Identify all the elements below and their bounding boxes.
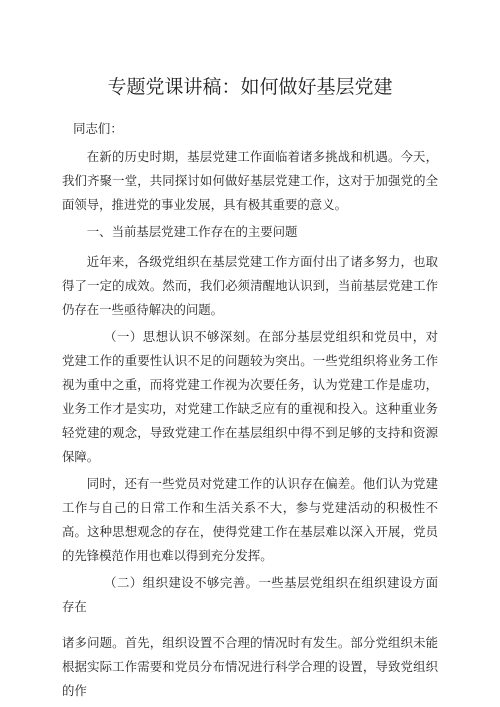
point-2-continued-text: 诸多问题。首先，组织设置不合理的情况时有发生。部分党组织未能根据实际工作需要和党员分布情况进行科学合理的设置，导致党组织的作: [62, 635, 438, 698]
document-title: 专题党课讲稿：如何做好基层党建: [107, 76, 393, 98]
point-1-continued-paragraph: 同时，还有一些党员对党建工作的认识存在偏差。他们认为党建工作与自己的日常工作和生活关系不大，参与党建活动的积极性不高。这种思想观念的存在，使得党建工作在基层难以深入开展，党员的先锋模范作用也难以得到充分发挥。: [62, 476, 438, 563]
point-1-paragraph: （一）思想认识不够深刻。在部分基层党组织和党员中，对党建工作的重要性认识不足的问题较为突出。一些党组织将业务工作视为重中之重，而将党建工作视为次要任务，认为党建工作是虚功，业务工作才是实功，对党建工作缺乏应有的重视和投入。这种重业务轻党建的观念，导致党建工作在基层组织中得不到足够的支持和资源保障。: [62, 329, 438, 464]
salutation: 同志们：: [73, 121, 123, 136]
point-2-first-line: （二）组织建设不够完善。一些基层党组织在组织建设方面存在: [62, 575, 438, 614]
section-heading-1: 一、当前基层党建工作存在的主要问题: [86, 224, 298, 239]
intro-paragraph: 在新的历史时期，基层党建工作面临着诸多挑战和机遇。今天，我们齐聚一堂，共同探讨如何做好基层党建工作，这对于加强党的全面领导，推进党的事业发展，具有极其重要的意义。: [62, 149, 438, 212]
section-1-intro-paragraph: 近年来，各级党组织在基层党建工作方面付出了诸多努力，也取得了一定的成效。然而，我们必须清醒地认识到，当前基层党建工作仍存在一些亟待解决的问题。: [62, 254, 438, 317]
